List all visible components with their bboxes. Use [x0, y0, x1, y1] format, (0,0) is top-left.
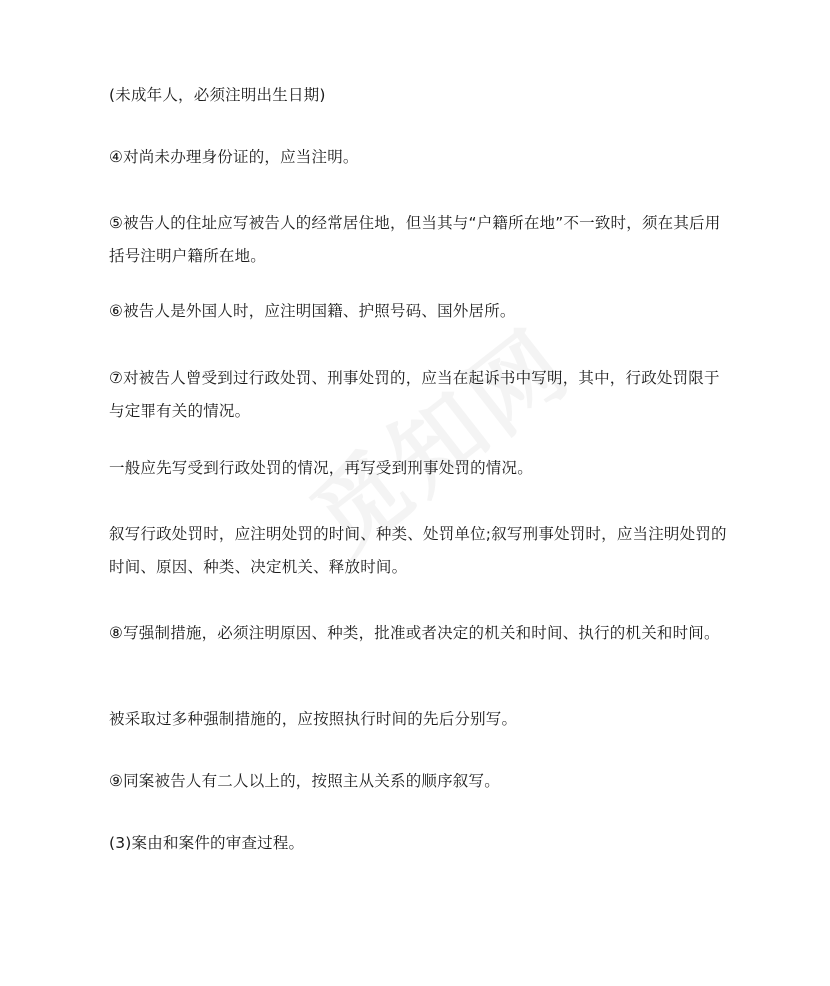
paragraph-minor-note: (未成年人，必须注明出生日期) — [109, 86, 326, 104]
paragraph-item-9: ⑨同案被告人有二人以上的，按照主从关系的顺序叙写。 — [109, 772, 500, 790]
paragraph-item-6: ⑥被告人是外国人时，应注明国籍、护照号码、国外居所。 — [109, 302, 516, 320]
paragraph-section-3: (3)案由和案件的审查过程。 — [109, 834, 305, 852]
paragraph-item-8: ⑧写强制措施，必须注明原因、种类，批准或者决定的机关和时间、执行的机关和时间。 — [109, 624, 720, 642]
paragraph-penalty-details: 叙写行政处罚时，应注明处罚的时间、种类、处罚单位;叙写刑事处罚时，应当注明处罚的时间、原因、种类、决定机关、释放时间。 — [109, 525, 727, 576]
paragraph-item-7: ⑦对被告人曾受到过行政处罚、刑事处罚的，应当在起诉书中写明，其中，行政处罚限于与定罪有关的情况。 — [109, 369, 720, 420]
paragraph-multiple-measures: 被采取过多种强制措施的，应按照执行时间的先后分别写。 — [109, 710, 518, 728]
paragraph-general-order: 一般应先写受到行政处罚的情况，再写受到刑事处罚的情况。 — [109, 459, 533, 477]
paragraph-item-4: ④对尚未办理身份证的，应当注明。 — [109, 148, 359, 166]
paragraph-item-5: ⑤被告人的住址应写被告人的经常居住地，但当其与“户籍所在地”不一致时，须在其后用括号注明户籍所在地。 — [109, 214, 721, 265]
